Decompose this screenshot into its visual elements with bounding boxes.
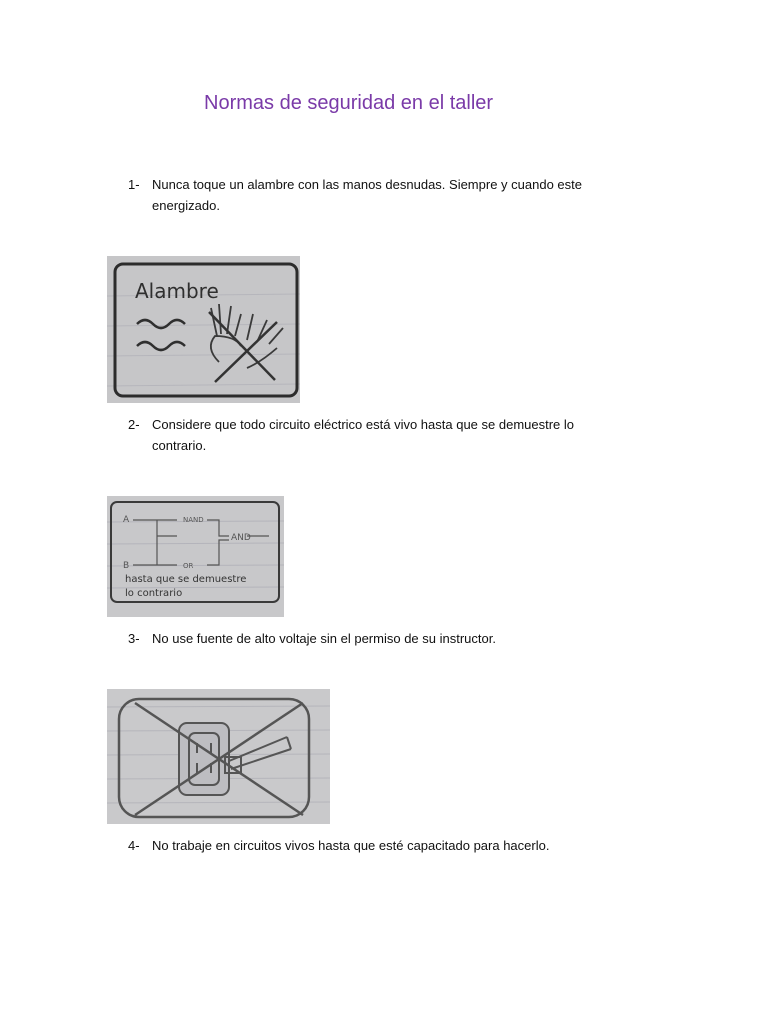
sketch-label-nand: NAND: [183, 516, 204, 524]
rule-number: 2-: [128, 417, 140, 432]
rule-text: Considere que todo circuito eléctrico está vivo hasta que se demuestre lo contrario.: [152, 417, 575, 453]
page-title: Normas de seguridad en el taller: [204, 92, 494, 114]
outlet-sketch: [107, 689, 330, 824]
rule-text: Nunca toque un alambre con las manos desnudas. Siempre y cuando este energizado.: [152, 177, 582, 213]
rule-text: No use fuente de alto voltaje sin el permiso de su instructor.: [152, 631, 496, 646]
sketch-label-a: A: [123, 515, 130, 525]
sketch-caption-1: hasta que se demuestre: [125, 574, 247, 585]
circuit-sketch: [107, 496, 284, 617]
sketch-wire-caption: Alambre: [135, 279, 219, 303]
rule-item-1: [128, 174, 618, 216]
rule-number: 1-: [128, 177, 140, 192]
rule-item-4: [128, 835, 618, 856]
sketch-label-and: AND: [231, 533, 251, 543]
rule-number: 4-: [128, 838, 140, 853]
sketch-label-b: B: [123, 561, 130, 571]
sketch-caption-2: lo contrario: [125, 588, 183, 599]
sketch-label-or: OR: [183, 562, 194, 570]
rule-text: No trabaje en circuitos vivos hasta que esté capacitado para hacerlo.: [152, 838, 550, 853]
rule-item-3: [128, 628, 618, 649]
wire-hands-sketch: [107, 256, 300, 403]
rule-item-2: [128, 414, 618, 456]
rule-number: 3-: [128, 631, 140, 646]
